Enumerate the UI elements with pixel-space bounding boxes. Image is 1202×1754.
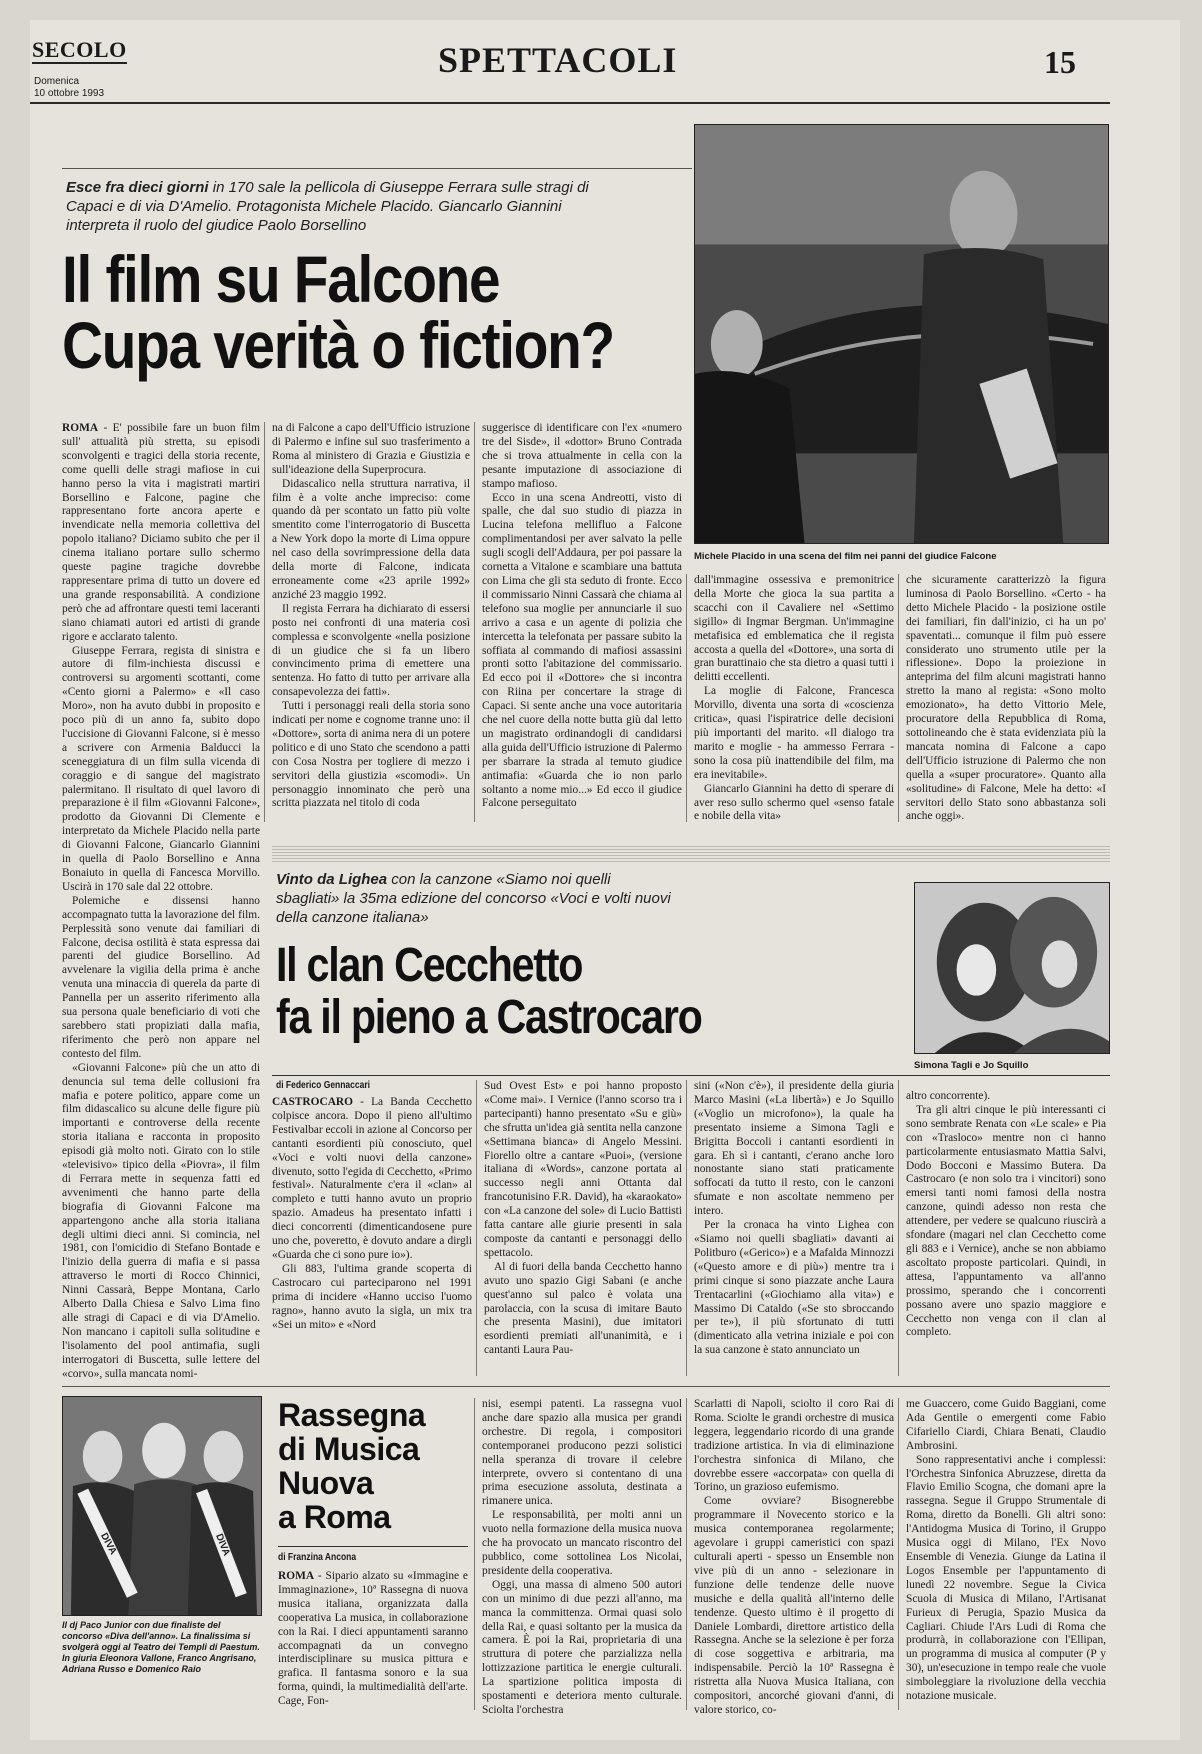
article1-col2-para2: Didascalico nella struttura narrativa, il film è a volte anche impreciso: come quando dà per scontato un fatto più volte smentito come l'interrogatorio di Buscetta a New York dopo la morte di Lima oppure nel caso della sovrimpressione della data della morte di Falcone, indicata erroneamente come «23 aprile 1992» anziché 23 maggio 1992.: [272, 477, 470, 601]
column-rule: [474, 422, 475, 822]
article3-col3-para1: Scarlatti di Napoli, sciolto il coro Rai di Roma. Sciolte le grandi orchestre di musica leggera, leggendario ricordo di una grande tradizione artistica. In via di eliminazione l'orchestra sinfonica di Milano, che dovrebbe essere «accorpata» con quella di Torino, un grazioso eufemismo.: [694, 1398, 894, 1494]
article3-column-3: [694, 1398, 894, 1716]
article3-col4-para2: Sono rappresentativi anche i complessi: l'Orchestra Sinfonica Abruzzese, diretta da Flavio Emilio Scogna, che domani apre la rassegna. Segue il Gruppo Strumentale di Roma, diretto da Bonelli. Gli altri sono: l'Antidogma Musica di Torino, il Gruppo Musica oggi di Milano, l'Ex Novo Ensemble di Venezia. Giunge da Latina il Logos Ensemble per l'appuntamento di lunedì 22 novembre. Segue la Civica Scuola di Musica di Milano, l'Artisanat Furieux di Perugia, Spazio Musica da Cagliari. Chiude l'Ars Ludi di Roma che produrrà, in collaborazione con l'Ellipan, un programma di musica al computer (P y 30), un'esecuzione in tempo reale che vuole simboleggiare la rivoluzione della vecchia notazione musicale.: [906, 1453, 1106, 1703]
article2-headline-line1: Il clan Cecchetto: [276, 939, 583, 992]
article1-col2-para1: na di Falcone a capo dell'Ufficio istruzione di Palermo e infine sul suo trasferimento a Roma al ministero di Grazia e Giustizia e sull'ideazione della Superprocura.: [272, 422, 470, 476]
page-number: 15: [1044, 44, 1076, 80]
article2-kicker-lead: Vinto da Lighea: [276, 871, 388, 888]
column-rule: [474, 1398, 475, 1710]
article1-col3-para2: Ecco in una scena Andreotti, visto di spalle, che dal suo studio di piazza in Lucina telefona mellifluo a Falcone complimentandosi per aver salvato la pelle sugli scogli dell'Addaura, per poi passare la cornetta a Vitalone e scambiare una battuta con Lima che gli sta seduto di fronte. Ecco il commissario Ninni Cassarà che chiama al telefono sua moglie per annunciarle il suo arrivo a casa e un agente di polizia che intercetta la telefonata per passare subito la soffiata al commando di mafiosi assassini pronti sotto l'abitazione del commissario. Ed ecco poi il «Dottore» che si incontra con Riina per concertare la strage di Capaci. Si sente anche una voce autoritaria che nel cuore della notte butta giù dal letto un magistrato ordinandogli di candidarsi alla guida dell'Ufficio istruzione di Palermo per sbarrare la strada al temuto giudice antimafia: «Guarda che io non parlo soltanto a nome mio...» Ed ecco il giudice Falcone perseguitato: [482, 491, 682, 810]
article1-column-5: [906, 574, 1106, 822]
article3-byline: di Franzina Ancona: [278, 1552, 357, 1563]
section-title: SPETTACOLI: [438, 40, 678, 80]
column-rule: [686, 1398, 687, 1710]
article1-kicker: [66, 178, 621, 235]
article2-column-1: [272, 1096, 472, 1376]
article2-col3-para2: Per la cronaca ha vinto Lighea con «Siamo noi quelli sbagliati» davanti ai Politburo («Gerico») e a Mafalda Minnozzi («Questo amore e di più») mentre tra i primi cinque si sono piazzate anche Laura Trentacarlini («Giochiamo alla vita») e Massimo Di Cataldo («Se sto sbroccando per te»), il più sfortunato di tutti (dimenticato alla vetrina iniziale e poi con la sua canzone è stato annunciato un: [694, 1219, 894, 1357]
article1-column-4: [694, 574, 894, 822]
issue-date: [34, 76, 104, 100]
article2-col1-para2: Gli 883, l'ultima grande scoperta di Castrocaro cui parteciparono nel 1991 prima di incidere «Hanno ucciso l'uomo ragno», hanno avuto la sigla, un mix tra «Sei un mito» e «Nord: [272, 1262, 472, 1331]
article1-col4-para1: dall'immagine ossessiva e premonitrice della Morte che gioca la sua partita a scacchi con il Cavaliere nel «Settimo sigillo» di Ingmar Bergman. Un'immagine metafisica ed emblematica che il regista accosta a quella del «Dottore», una sorta di gran burattinaio che sta dietro a quasi tutti i delitti eccellenti.: [694, 574, 894, 684]
article3-col2-para3: Oggi, una massa di almeno 500 autori con un minimo di due pezzi all'anno, ma manca la committenza. Ormai quasi solo della Rai, e quasi soltanto per la musica da camera. È poi la Rai, proprietaria di una struttura di potere che parzializza nella lottizzazione partitica le energie culturali. La spartizione politica imposta di spostamenti e deteriora mento culturale. Sciolta l'orchestra: [482, 1578, 682, 1716]
article2-col3-para1: sini («Non c'è»), il presidente della giuria Marco Masini («La libertà») e Jo Squillo («Voglio un microfono»), la quale ha presentato insieme a Simona Tagli e Brigitta Boccoli i cantanti esordienti in gara. Eh sì i cantanti, c'erano anche loro nonostante siano stati praticamente soffocati da tutto il resto, con le canzoni sfumate e non ascoltate nemmeno per intero.: [694, 1080, 894, 1218]
article1-col3-para1: suggerisce di identificare con l'ex «numero tre del Sisde», il «dottor» Bruno Contrada che si trova attualmente in cella con la pesante imputazione di associazione di stampo mafioso.: [482, 422, 682, 490]
article1-photo-caption: Michele Placido in una scena del film nei panni del giudice Falcone: [694, 551, 997, 562]
issue-day: Domenica: [34, 76, 80, 87]
article3-headline-line4: a Roma: [278, 1499, 391, 1535]
article2-headline: [276, 940, 758, 1044]
article3-top-rule: [62, 1386, 1110, 1387]
article1-col2-para3: Il regista Ferrara ha dichiarato di essersi posto nei confronti di una materia così complessa e sconvolgente «nella posizione di un giudice che si fa un libero convincimento prima di emettere una sentenza. Ho fatto di tutto per arrivare alla consapevolezza dei fatti».: [272, 602, 470, 699]
article3-headline-line1: Rassegna: [278, 1397, 426, 1433]
article1-col1-para2: Giuseppe Ferrara, regista di sinistra e autore di film-inchiesta discussi e controversi su argomenti scottanti, come «Cento giorni a Palermo» e «Il caso Moro», non ha avuto dubbi in proposito e poco più di un anno fa, subito dopo l'uccisione di Giovanni Falcone, si è messo a scrivere con Armenia Balducci la sceneggiatura di un film sulla vicenda di coraggio e di sangue del magistrato palermitano. Il risultato di quel lavoro di preparazione è il film «Giovanni Falcone», prodotto da Giovanni Di Clemente e interpretato da Michele Placido nella parte di Giovanni Falcone, Giancarlo Giannini in quella di Paolo Borsellino e Anna Bonaiuto in quella di Fancesca Morvillo. Uscirà in 170 sale dal 22 ottobre.: [62, 644, 260, 893]
article1-photo: [694, 124, 1109, 544]
header-rule: [30, 102, 1110, 104]
article3-headline-line2: di Musica: [278, 1431, 420, 1467]
article1-column-2: [272, 422, 470, 822]
article3-col4-para1: me Guaccero, come Guido Baggiani, come Ada Gentile o emergenti come Fabio Cifariello Ciardi, Chiara Benati, Claudio Ambrosini.: [906, 1398, 1106, 1452]
article2-photo-caption: Simona Tagli e Jo Squillo: [914, 1060, 1029, 1071]
article1-kicker-rest: in 170 sale la pellicola di Giuseppe Ferrara sulle stragi di Capaci e di via D'Amelio. Protagonista Michele Placido. Giancarlo Giannini interpreta il ruolo del giudice Paolo Borsellino: [66, 179, 589, 234]
article2-photo: [914, 882, 1110, 1054]
article3-photo-caption: Il dj Paco Junior con due finaliste del concorso «Diva dell'anno». La finalissima si svolgerà oggi al Teatro dei Templi di Paestum. In giuria Eleonora Vallone, Franco Angrisano, Adriana Russo e Domenico Raio: [62, 1620, 260, 1674]
issue-date-text: 10 ottobre 1993: [34, 88, 105, 99]
column-rule: [264, 422, 265, 822]
article3-headline: [278, 1398, 468, 1534]
column-rule: [898, 574, 899, 822]
sash-1: DIVA: [98, 1531, 119, 1557]
column-rule: [686, 574, 687, 822]
column-rule: [898, 1398, 899, 1710]
article3-photo: [62, 1396, 262, 1616]
article3-col3-para2: Come ovviare? Bisognerebbe programmare il Novecento storico e la musica contemporanea regolarmente; agevolare i gruppi cameristici con spazi culturali aperti - spesso un Ensemble non vive più di un anno - selezionare in funzione delle tendenze delle nuove musiche e della qualità all'interno delle tendenze. Questo ultimo è il progetto di Daniele Lombardi, direttore artistico della Rassegna. Anche se la selezione è per forza di cose soggettiva e arbitraria, ma indispensabile. Perciò la 10ª Rassegna è ristretta alla Nuova Musica Italiana, con compositori, ancorché giovani d'anni, di valore storico, co-: [694, 1495, 894, 1716]
article2-kicker-rest: con la canzone «Siamo noi quelli sbagliati» la 35ma edizione del concorso «Voci e volti nuovi della canzone italiana»: [276, 871, 671, 926]
article2-column-2: [484, 1080, 682, 1376]
article1-col1-para4: «Giovanni Falcone» più che un atto di denuncia sul tema delle collusioni fra mafia e potere politico, appare come un film didascalico su alcune delle figure più importanti e controverse della recente storia italiana e racconta in proposito episodi già molto noti. Girato con lo stile «televisivo» tipico della «Piovra», il film di Ferrara mette in sequenza fatti ed avvenimenti che hanno parte della biografia di Giovanni Falcone ma appartengono anche alla storia italiana degli ultimi dieci anni. Si comincia, nel 1981, con l'omicidio di Stefano Bontade e l'inizio della guerra di mafia e si passa attraverso le morti di Rocco Chinnici, Ninni Cassarà, Beppe Montana, Carlo Alberto Dalla Chiesa e Salvo Lima fino alle stragi di Capaci e di via D'Amelio. Non mancano i capitoli sulla solitudine e l'isolamento del pool antimafia, sugli interrogatori di Buscetta, sulle lettere del «corvo», sulla mancata nomi-: [62, 1061, 260, 1380]
article1-headline-line2: Cupa verità o fiction?: [62, 308, 614, 382]
article3-col2-para2: Le responsabilità, per molti anni un vuoto nella formazione della musica nuova che ha provocato un mancato riscontro del pubblico, come sottolinea Los Nicolai, presidente della cooperativa.: [482, 1509, 682, 1577]
article1-column-3: [482, 422, 682, 822]
article2-kicker: [276, 870, 676, 927]
column-rule: [686, 1080, 687, 1376]
article2-col4-para2: Tra gli altri cinque le più interessanti ci sono sembrate Renata con «Le scale» e Pia con «Trasloco» mentre non ci hanno particolarmente entusiasmato Mattia Salvi, Dodo Bocconi e Massimo Butera. Da Castrocaro (e non solo tra i vincitori) sono emersi tanti nomi famosi della nostra canzone, quindi adesso non resta che attendere, per vedere se qualcuno riuscirà a sfondare (magari nel clan Cecchetto come gli 883 e i Vernice), anche se non abbiamo ascoltato proposte particolari. Quindi, in attesa, l'appuntamento va all'anno prossimo, sperando che i concorrenti possano avere uno spazio maggiore e Cecchetto non venga con il clan al completo.: [906, 1103, 1106, 1339]
article2-col4-para1: altro concorrente).: [906, 1090, 991, 1102]
article1-col1-para3: Polemiche e dissensi hanno accompagnato tutta la lavorazione del film. Perplessità sono venute dai familiari di Falcone, decisa ostilità è stata espressa dai parenti del giudice Borsellino. Ad avvelenare la vigilia della prima è anche venuta una minaccia di querela da parte di Pannella per un asserito riferimento alla sua persona quale beneficiario di voti che sarebbero stati propiziati dalla mafia, riferimento che però non appare nel contesto del film.: [62, 894, 260, 1060]
article3-col2-para1: nisi, esempi patenti. La rassegna vuol anche dare spazio alla musica per grandi orchestre. Di regola, i compositori contemporanei producono pezzi solistici nella speranza di trovare il celebre interprete, ovvero si contentano di una prima esecuzione assoluta, destinata a rimanere unica.: [482, 1398, 682, 1508]
article1-col1-text: - E' possibile fare un buon film sull' attualità più stretta, su episodi sconvolgenti e tragici della storia recente, come quelli delle stragi mafiose in cui hanno perso la vita i magistrati martiri Borsellino e Falcone, pagine che rappresentano forte ancora aperte e invendicate nella memoria collettiva del popolo italiano? Diciamo subito che per il cinema italiano portare sullo schermo queste pagine tragiche dovrebbe rappresentare prima di tutto un dovere ed una grande responsabilità. A condizione però che ad affrontare questi temi laceranti siano chiamati autori ed artisti di grande rigore e acclarato talento.: [62, 422, 260, 643]
article1-kicker-lead: Esce fra dieci giorni: [66, 179, 209, 196]
article3-column-4: [906, 1398, 1106, 1710]
article1-headline-line1: Il film su Falcone: [62, 242, 500, 316]
column-rule: [898, 1080, 899, 1376]
article2-byline: di Federico Gennaccari: [276, 1080, 371, 1091]
article1-col4-para2: La moglie di Falcone, Francesca Morvillo, diventa una sorta di «coscienza critica», quasi l'ispiratrice delle decisioni più importanti del marito. «Il dialogo tra marito e moglie - ha ammesso Ferrara - sono la cosa più inattendibile del film, ma era inevitabile».: [694, 685, 894, 781]
article1-headline: [62, 242, 647, 382]
article2-col2-para2: Al di fuori della banda Cecchetto hanno avuto uno spazio Gigi Sabani (e anche quest'anno sul palco è volata una parolaccia, con la scusa di imitare Bauto che presenta Masini), due imitatori esordienti premiati all'unanimità, e i cantanti Laura Pau-: [484, 1260, 682, 1357]
article3-byline-rule: [278, 1546, 468, 1547]
article2-column-3: [694, 1080, 894, 1376]
article2-column-4: [906, 1090, 1106, 1376]
article2-byline-rule: [272, 1075, 1110, 1076]
article1-column-1: [62, 422, 260, 1380]
article2-dateline: CASTROCARO: [272, 1096, 354, 1108]
section-divider-stripe: [272, 846, 1110, 864]
article3-headline-line3: Nuova: [278, 1465, 374, 1501]
masthead: SECOLO: [32, 37, 127, 62]
article1-col4-para3: Giancarlo Giannini ha detto di sperare di aver reso sullo schermo quel «senso fatale e nobile della vita»: [694, 782, 894, 823]
article1-col5-para1: che sicuramente caratterizzò la figura luminosa di Paolo Borsellino. «Certo - ha detto Michele Placido - la posizione ostile dei familiari, fin dall'inizio, ci ha un po' spaventati... comunque il film può essere considerato uno strumento utile per la riflessione». Dopo la proiezione in anteprima del film alcuni magistrati hanno stretto la mano al regista: «Sono molto emozionato», ha detto Vittorio Mele, procuratore della Repubblica di Roma, sottolineando che è stata evidenziata più la mancata nomina di Falcone a capo dell'Ufficio istruzione di Palermo che non quella a «super procuratore». Quanto alla «solitudine» di Falcone, Mele ha detto: «I servitori dello Stato sono abbastanza soli anche oggi».: [906, 574, 1106, 823]
article3-column-2: [482, 1398, 682, 1716]
article3-column-1: [278, 1570, 468, 1710]
column-rule: [476, 1080, 477, 1376]
sash-2: DIVA: [213, 1532, 232, 1558]
article3-col1-text: - Sipario alzato su «Immagine e Immaginazione», 10ª Rassegna di nuova musica italiana, organizzata dalla cooperativa La musica, in collaborazione con la Rai. I dieci appuntamenti saranno accompagnati da un convegno interdisciplinare su musica pittura e grafica. Il fantasma sonoro e la sua forma, quindi, la multimedialità dell'arte. Cage, Fon-: [278, 1570, 468, 1708]
article3-dateline: ROMA: [278, 1570, 315, 1582]
article2-headline-line2: fa il pieno a Castrocaro: [276, 991, 702, 1044]
kicker-rule: [62, 168, 692, 169]
article2-col2-para1: Sud Ovest Est» e poi hanno proposto «Come mai». I Vernice (l'anno scorso tra i partecipanti) hanno presentato «Su e giù» che sfrutta un'idea già sentita nella canzone «Settimana bianca» di Angelo Messini. Fiorello oltre a cantare «Puoi», (versione italiana di «Words», canzone portata al successo negli anni Ottanta dal francotunisino F.R. David), ha «karaokato» con «La canzone del sole» di Lucio Battisti fatta cantare alle giurie presenti in sala composte da cantanti e personaggi dello spettacolo.: [484, 1080, 682, 1259]
article1-dateline: ROMA: [62, 422, 99, 434]
article1-col2-para4: Tutti i personaggi reali della storia sono indicati per nome e cognome tranne uno: il «Dottore», sorta di anima nera di un potere politico e di uno Stato che scendono a patti con Cosa Nostra per togliere di mezzo i servitori della giustizia «scomodi». Un personaggio innominato che però una scritta piazzata nel titolo di coda: [272, 700, 470, 810]
article2-col1-text: - La Banda Cecchetto colpisce ancora. Dopo il pieno all'ultimo Festivalbar eccoli in azione al Concorso per cantanti esordienti più conosciuto, quel «Voci e volti nuovi della canzone» divenuto, sotto l'egida di Cecchetto, «Primo festival». Naturalmente c'era il «clan» al completo e tutti hanno avuto un proprio spazio. Amadeus ha presentato infatti i dieci concorrenti (dimenticandosene pure uno che, poveretto, è dovuto andare a dirgli «Guarda che ci sono pure io»).: [272, 1096, 472, 1261]
